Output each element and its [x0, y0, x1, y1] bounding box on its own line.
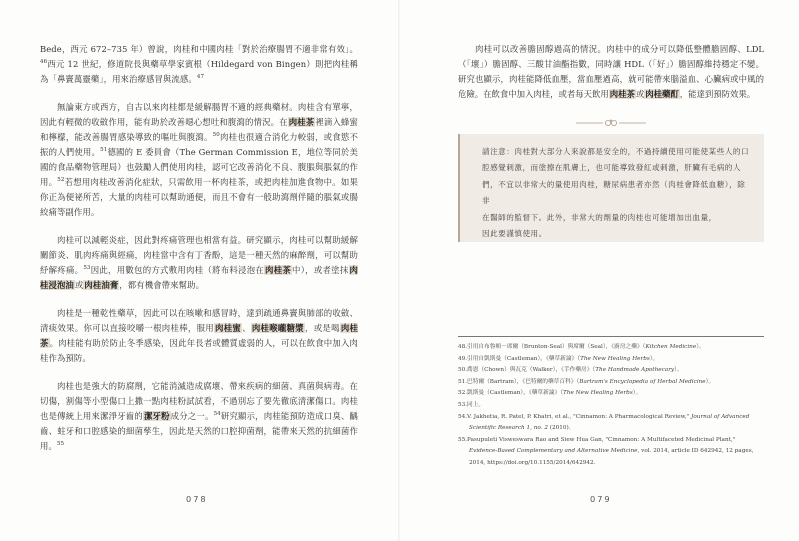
- footnote-number: 55.: [458, 436, 468, 443]
- footnote-ref[interactable]: 50: [212, 132, 220, 139]
- recipe-link[interactable]: 潔牙粉: [143, 411, 170, 421]
- footnote-number: 53.: [458, 401, 468, 408]
- text: 因此，用數包的方式敷用肉桂（將布料浸泡在: [90, 265, 265, 275]
- footnote-title: The New Healing Herbs: [563, 390, 633, 397]
- footnote-item: [458, 400, 764, 412]
- recipe-link[interactable]: 肉桂茶: [609, 89, 635, 99]
- text: 無論東方或西方，自古以來肉桂都是緩解腸胃不適的經典藥材。肉桂含有單寧，因此有輕微的收斂作用，能有助於改善噁心想吐和腹瀉的情況。在: [40, 102, 358, 127]
- caution-note-line: 因此要謹慎使用。: [482, 229, 547, 239]
- text: 或: [74, 280, 84, 290]
- footnote-ref[interactable]: 51: [100, 147, 108, 154]
- paragraph: [40, 233, 358, 293]
- footnote-number: 48.: [458, 344, 468, 350]
- footnote-ref[interactable]: 52: [57, 177, 65, 184]
- footnote-title: The Handmade Apothecary: [595, 367, 675, 374]
- footnote-text: 喬恩（Chown）與瓦克（Walker），《手作藥房》（: [467, 367, 596, 374]
- footnote-text: V. Jakhetia, R. Patel, P. Khatri, et al., "Cinnamon: A Pharmacological Review,": [467, 413, 692, 420]
- caution-note-text: [482, 144, 750, 242]
- text: 德國的 E 委員會（The German Commission E，地位等同於美國的食品藥物管理局）也鼓勵人們使用肉桂，認可它改善消化不良、腹脹與脹氣的作用。: [40, 147, 358, 187]
- footnote-text: 同上。: [467, 401, 485, 408]
- paragraph: [40, 42, 358, 87]
- text: ，都有機會帶來幫助。: [119, 280, 205, 290]
- paragraph: [40, 100, 358, 220]
- footnotes-list: [458, 342, 764, 470]
- text: 若想用肉桂改善消化症狀，只需飲用一杯肉桂茶，或把肉桂加進食物中。如果你正為便祕所苦，大量的肉桂可以幫助通便，而且不會有一般助瀉劑伴隨的脹氣或腸絞痛等副作用。: [40, 177, 359, 217]
- footnote-end: ）。: [649, 355, 659, 362]
- text: ，能達到預防效果。: [679, 89, 756, 99]
- footnote-title: Journal of Advanced Scientific Research 1, no. 2: [469, 413, 750, 432]
- recipe-link[interactable]: 肉桂浸泡油: [40, 265, 358, 290]
- footnote-item: [458, 354, 764, 366]
- recipe-link[interactable]: 肉桂茶: [265, 265, 292, 275]
- footnote-end: , vol. 2014, article ID 642942, 12 pages, 2014, https://doi.org/10.1155/2014/642942.: [469, 448, 754, 466]
- text: 。肉桂能有助於防止冬季感染，因此年長者或體質虛弱的人，可以在飲食中加入肉桂作為預防。: [40, 338, 358, 363]
- text: 或: [635, 89, 645, 99]
- footnote-end: ）。: [632, 390, 642, 397]
- text: Bede，西元 672–735 年）曾說，肉桂和中國肉桂「對於治療腸胃不適非常有效」。: [40, 44, 358, 54]
- footnote-ref[interactable]: 55: [56, 441, 65, 448]
- footnote-item: [458, 342, 764, 354]
- text: 肉桂也是強大的防腐劑，它能消滅造成腐壞、帶來疾病的細菌、真菌與病毒。在切傷，割傷等小型傷口上撒一點肉桂粉試試看，不過別忘了要先徹底清潔傷口。肉桂也是傳統上用來潔淨牙齒的: [40, 381, 358, 421]
- footnote-end: ）。: [705, 378, 715, 385]
- recipe-link[interactable]: 肉桂藥酊: [645, 89, 679, 99]
- left-page: [0, 0, 399, 541]
- footnote-number: 49.: [458, 355, 468, 362]
- footnote-end: ）。: [674, 367, 683, 374]
- footnote-item: [458, 365, 764, 377]
- text: 肉桂可以減輕炎症，因此對疼痛管理也相當有益。研究顯示，肉桂可以幫助緩解關節炎、肌肉疼痛與經痛，肉桂當中含有丁香酚，這是一種天然的麻醉劑，可以幫助紓解疼痛。: [40, 235, 358, 275]
- page-number: 079: [590, 494, 612, 504]
- recipe-link[interactable]: 肉桂茶: [40, 323, 359, 348]
- paragraph: [40, 379, 358, 454]
- right-page: [400, 0, 799, 541]
- text: 西元 12 世紀，修道院長與藥草學家賓根（Hildegard von Bingen）則把肉桂稱為「鼻竇萬靈藥」，用來治療感冒與流感。: [40, 59, 358, 84]
- caution-note: [458, 134, 764, 242]
- footnote-title: Kitchen Medicine: [645, 344, 697, 350]
- caution-note-line: 請注意：肉桂對大部分人來說都是安全的，不過持續使用可能使某些人的口: [482, 147, 750, 156]
- footnote-item: [458, 412, 764, 435]
- text: 研究顯示，肉桂能預防造成口臭、齲齒、蛀牙和口腔感染的細菌孳生，因此是天然的口腔抑菌劑，能帶來天然的抗細菌作用。: [40, 411, 358, 451]
- footnote-title: Bartram's Encyclopedia of Herbal Medicine: [579, 378, 706, 385]
- footnote-item: [458, 388, 764, 400]
- recipe-link[interactable]: 肉桂蜜: [215, 323, 242, 333]
- footnote-text: Pasupuleti Visweswara Rao and Siew Hua Gan, "Cinnamon: A Multifaceted Medicinal Plant,": [467, 436, 736, 443]
- footnote-title: Evidence-Based Complementary and Alternative Medicine: [469, 448, 638, 455]
- text: ，或是喝: [305, 323, 340, 333]
- footnote-end: ）。: [696, 344, 705, 350]
- footnote-title: The New Healing Herbs: [580, 355, 650, 362]
- caution-note-line: 在醫師的監督下。此外，非常大的劑量的肉桂也可能增加出血量，: [482, 212, 717, 222]
- divider-ornament-icon: [458, 117, 764, 129]
- footnote-ref[interactable]: 53: [83, 265, 91, 272]
- right-body-text: [458, 42, 764, 102]
- footnote-number: 50.: [458, 367, 468, 374]
- text: 成分之一。: [170, 411, 214, 421]
- footnote-end: (2010).: [547, 425, 571, 432]
- page-number: 078: [186, 494, 208, 504]
- text: 肉桂可以改善膽固醇過高的情況。肉桂中的成分可以降低整體膽固醇、LDL（「壞」）膽固醇、三酸甘油酯指數，同時讓 HDL（「好」）膽固醇維持穩定不變。研究也顯示，肉桂能降低血壓，當血壓過高，就可能帶來腦溢血、心臟病或中風的危險。在飲食中加入肉桂，或者每天飲用: [458, 44, 764, 99]
- left-body-text: [40, 42, 358, 467]
- footnote-number: 51.: [458, 378, 468, 385]
- text: 肉桂是一種乾性藥草，因此可以在咳嗽和感冒時，達到疏通鼻竇與肺部的收斂、清痰效果。你可以直接咬嚼一根肉桂棒，服用: [40, 308, 358, 333]
- footnote-text: 巴特爾（Bartram），《巴特爾的藥草百科》（: [467, 378, 580, 385]
- text: 裡滴入蜂蜜和檸檬，能改善腸胃感染導致的嘔吐與腹瀉。: [40, 117, 359, 142]
- caution-note-line: 們，不宜以非常大的量使用肉桂，糖尿病患者亦然（肉桂會降低血糖），除非: [482, 179, 746, 206]
- footnote-divider: [458, 336, 764, 337]
- text: 中），或者塗抹: [292, 265, 349, 275]
- recipe-link[interactable]: 肉桂喉嚨糖漿: [251, 323, 305, 333]
- footnote-ref[interactable]: 47: [196, 74, 205, 81]
- paragraph: [458, 42, 764, 102]
- footnote-item: [458, 435, 764, 470]
- recipe-link[interactable]: 肉桂油膏: [84, 280, 119, 290]
- footnote-ref[interactable]: 46: [40, 59, 48, 66]
- recipe-link[interactable]: 肉桂茶: [288, 117, 315, 127]
- caution-note-line: 腔感覺刺激，而塗擦在肌膚上，也可能導致發紅或刺激，肝臟有毛病的人: [482, 163, 741, 173]
- footnote-text: 引用自凱斯曼（Castleman），《藥草新論》（: [467, 355, 581, 362]
- footnote-number: 54.: [458, 413, 468, 420]
- footnote-item: [458, 377, 764, 389]
- text: 、: [242, 323, 251, 333]
- footnote-ref[interactable]: 54: [213, 411, 221, 418]
- footnote-number: 52.: [458, 390, 468, 397]
- text: 肉桂也很適合消化力較弱，或食慾不振的人們使用。: [40, 132, 359, 157]
- paragraph: [40, 306, 358, 366]
- footnote-text: 凱斯曼（Castleman），《藥草新論》（: [467, 390, 564, 397]
- footnote-text: 引用自布魯頓－席爾（Brunton-Seal）與席爾（Seal），《廚房之藥》（: [467, 344, 646, 350]
